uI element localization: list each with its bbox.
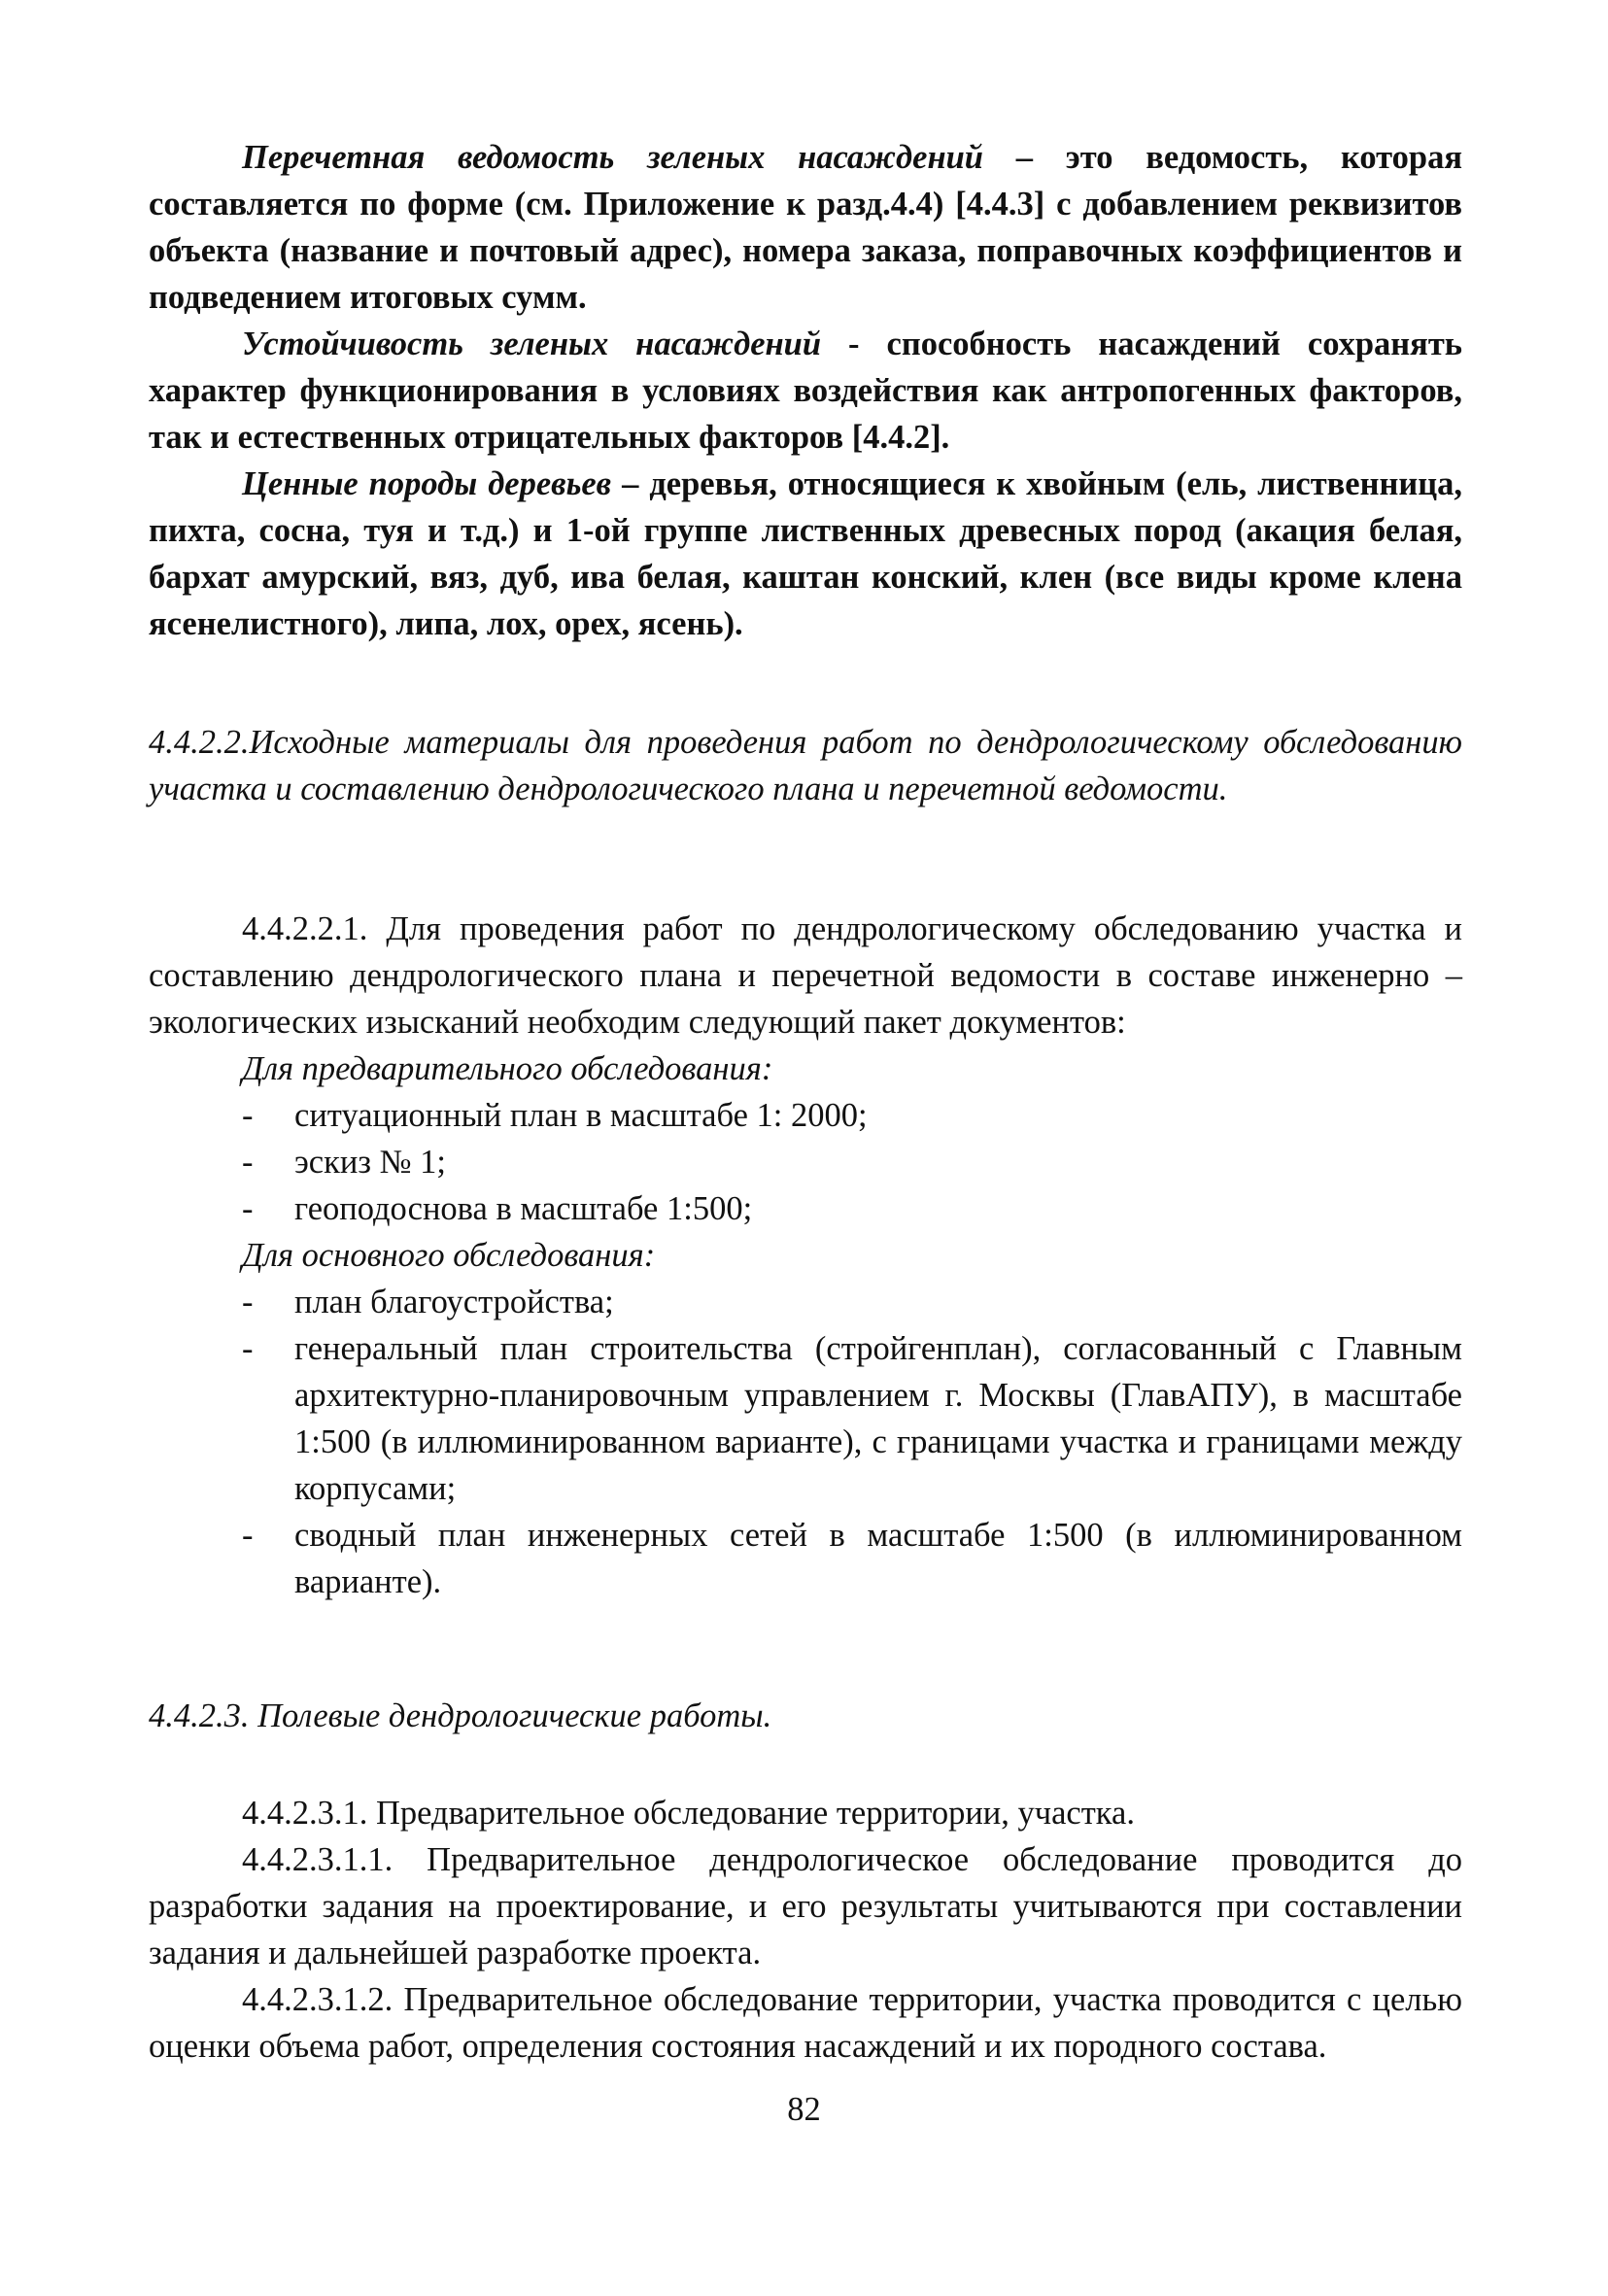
list-item: - эскиз № 1; — [149, 1139, 1462, 1185]
list-item: - геоподоснова в масштабе 1:500; — [149, 1185, 1462, 1232]
definition-text: – деревья, относящиеся к хвойным (ель, лиственница, пихта, сосна, туя и т.д.) и 1-ой группе лиственных древесных пород (акация белая, бархат амурский, вяз, дуб, ива белая, каштан конский, клен (все виды кроме клена ясенелистного), липа, лох, орех, ясень). — [149, 465, 1463, 642]
section-4423-body — [149, 1790, 1462, 2070]
prelim-survey-label: Для предварительного обследования: — [242, 1050, 773, 1087]
main-survey-label: Для основного обследования: — [242, 1237, 656, 1274]
definition-term: Ценные породы деревьев — [242, 465, 612, 502]
page-number: 82 — [787, 2091, 821, 2128]
section-heading-4423: 4.4.2.3. Полевые дендрологические работы. — [149, 1697, 772, 1734]
definition-paragraph — [149, 461, 1462, 647]
section-paragraph: 4.4.2.3.1.2. Предварительное обследование территории, участка проводится с целью оценки объема работ, определения состояния насаждений и их породного состава. — [149, 1981, 1462, 2065]
list-item: - план благоустройства; — [149, 1279, 1462, 1325]
section-paragraph: 4.4.2.3.1. Предварительное обследование территории, участка. — [242, 1795, 1135, 1832]
section-heading-4422: 4.4.2.2.Исходные материалы для проведения работ по дендрологическому обследованию участка и составлению дендрологического плана и перечетной ведомости. — [149, 724, 1462, 807]
section-paragraph: 4.4.2.2.1. Для проведения работ по дендрологическому обследованию участка и составлению дендрологического плана и перечетной ведомости в составе инженерно – экологических изысканий необходим следующий пакет документов: — [149, 910, 1462, 1041]
main-doc-list — [149, 1279, 1462, 1605]
definition-term: Устойчивость зеленых насаждений — [242, 326, 822, 362]
prelim-doc-list — [149, 1092, 1462, 1232]
definition-text: - способность насаждений сохранять характер функционирования в условиях воздействия как антропогенных факторов, так и естественных отрицательных факторов [4.4.2]. — [149, 326, 1463, 456]
list-item: - ситуационный план в масштабе 1: 2000; — [149, 1092, 1462, 1139]
section-4422-body — [149, 906, 1462, 1605]
section-paragraph: 4.4.2.3.1.1. Предварительное дендрологическое обследование проводится до разработки задания на проектирование, и его результаты учитываются при составлении задания и дальнейшей разработке проекта. — [149, 1841, 1462, 1971]
definitions-block — [149, 134, 1462, 647]
list-item: - генеральный план строительства (стройгенплан), согласованный с Главным архитектурно-планировочным управлением г. Москвы (ГлавАПУ), в масштабе 1:500 (в иллюминированном варианте), с границами участка и границами между корпусами; — [149, 1325, 1462, 1512]
definition-paragraph — [149, 134, 1462, 321]
definition-text: – это ведомость, которая составляется по форме (см. Приложение к разд.4.4) [4.4.3] с добавлением реквизитов объекта (название и почтовый адрес), номера заказа, поправочных коэффициентов и подведением итоговых сумм. — [149, 139, 1463, 316]
definition-paragraph — [149, 321, 1462, 461]
list-item: - сводный план инженерных сетей в масштабе 1:500 (в иллюминированном варианте). — [149, 1512, 1462, 1605]
definition-term: Перечетная ведомость зеленых насаждений — [242, 139, 983, 176]
